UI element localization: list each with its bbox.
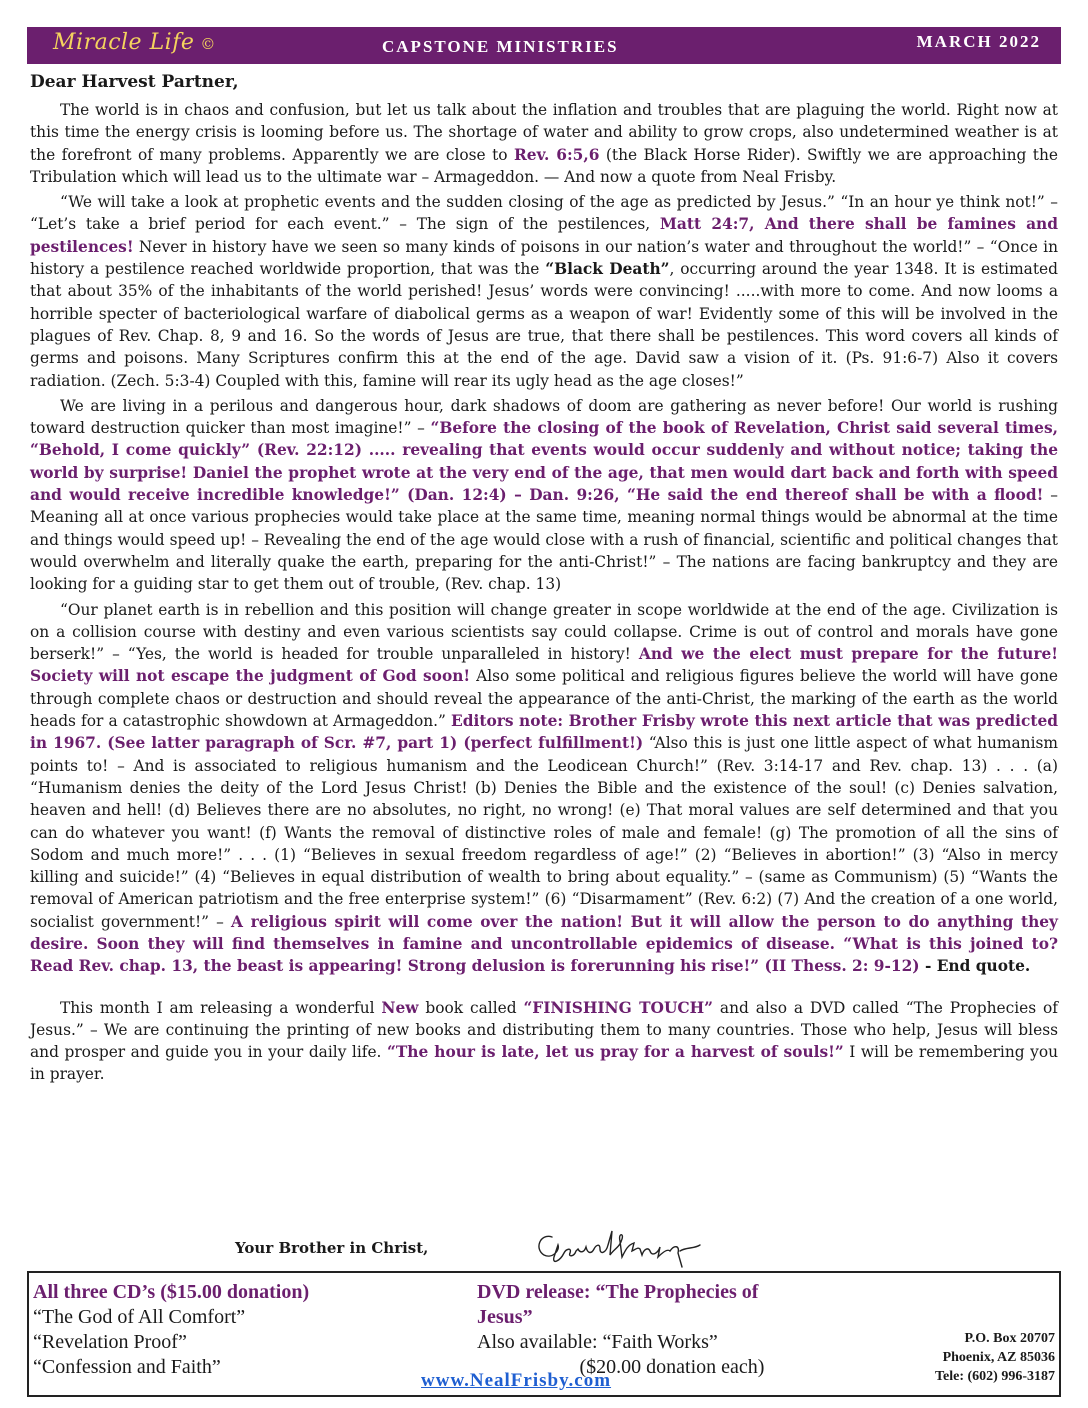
bold-term: “Black Death”	[545, 260, 670, 279]
salutation: Dear Harvest Partner,	[30, 72, 239, 92]
text-run: Also some political and religious figures believe the world will have gone through complete chaos or destruction and should reveal the appearance of the anti-Christ, the marking of the earth as the world heads for a catastrophic showdown at Armageddon.”	[30, 667, 1058, 731]
cd-item: “Confession and Faith”	[33, 1356, 221, 1378]
book-title: “FINISHING TOUCH”	[523, 998, 714, 1017]
text-run: “Also this is just one little aspect of what humanism points to! – And is associated to religious humanism and the Leodicean Church!” (Rev. 3:14-17 and Rev. chap. 13) . . . (a) “Humanism denies the deity of the Lord Jesus Christ! (b) Denies the Bible and the existence of the soul! (c) Denies salvation, heaven and hell! (d) Believes there are no absolutes, no right, no wrong! (e) That moral values are self determined and that you can do whatever you want! (f) Wants the removal of distinctive roles of male and female! (g) The promotion of all the sins of Sodom and much more!” . . . (1) “Believes in sexual freedom regardless of age!” (2) “Believes in abortion!” (3) “Also in mercy killing and suicide!” (4) “Believes in equal distribution of wealth to bring about equality.” – (same as Communism) (5) “Wants the removal of American patriotism and the free enterprise system!” (6) “Disarmament” (Rev. 6:2) (7) And the creation of a one world, socialist government!” –	[30, 734, 1058, 931]
scripture-highlight: “Before the closing of the book of Revelation, Christ said several times, “Behold, I come quickly” (Rev. 22:12) ..... revealing that events would occur suddenly and without notice; taking the world by surprise! Daniel the prophet wrote at the very end of the age, that men would dart back and forth with speed and would receive incredible knowledge!” (Dan. 12:4) – Dan. 9:26, “He said the end thereof shall be with a flood!	[30, 419, 1059, 505]
donation-price: ($20.00 donation each)	[579, 1356, 765, 1378]
ministry-name: CAPSTONE MINISTRIES	[382, 37, 619, 56]
contact-address	[935, 1329, 1055, 1386]
issue-date: MARCH 2022	[916, 32, 1041, 51]
signature	[530, 1227, 720, 1275]
also-available: Also available: “Faith Works”	[477, 1331, 718, 1353]
text-run: The world is in chaos and confusion, but let us talk about the inflation and troubles that are plaguing the world. Right now at this time the energy crisis is looming before us. The shortage of water and ability to grow crops, also undetermined weather is at the forefront of many problems. Apparently we are close to	[30, 101, 1058, 164]
end-quote: - End quote.	[919, 957, 1031, 976]
text-run: This month I am releasing a wonderful	[60, 998, 382, 1017]
cd-offer	[33, 1280, 309, 1380]
text-run: – Meaning all at once various prophecies would take place at the same time, meaning normal things would be abnormal at the time and things would speed up! – Revealing the end of the age would close with a rush of financial, scientific and political changes that would overwhelm and literally quake the earth, preparing for the anti-Christ!” – The nations are facing bankruptcy and they are looking for a guiding star to get them out of trouble, (Rev. chap. 13)	[30, 486, 1058, 594]
cd-item: “Revelation Proof”	[33, 1331, 187, 1353]
paragraph-1	[30, 99, 1058, 188]
text-run: “Our planet earth is in rebellion and this position will change greater in scope worldwide at the end of the age. Civilization is on a collision course with destiny and even various scientists say could collapse. Crime is out of control and morals have gone berserk!” – “Yes, the world is headed for trouble unparalleled in history!	[30, 600, 1058, 664]
highlight-text: A religious spirit will come over the nation! But it will allow the person to do anything they desire. Soon they will find themselves in famine and uncontrollable epidemics of disease. “What is this joined to? Read Rev. chap. 13, the beast is appearing! Strong delusion is forerunning his rise!” (II Thess. 2: 9-12)	[30, 912, 1058, 976]
telephone: Tele: (602) 996-3187	[934, 1369, 1055, 1384]
header-banner	[27, 27, 1061, 64]
highlight-text: “The hour is late, let us pray for a harvest of souls!”	[386, 1043, 844, 1062]
copyright-symbol: ©	[200, 35, 216, 53]
text-run: book called	[418, 998, 524, 1017]
scripture-highlight: Matt 24:7, And there shall be famines and pestilences!	[30, 215, 1058, 256]
po-box: P.O. Box 20707	[964, 1331, 1055, 1346]
city-state-zip: Phoenix, AZ 85036	[942, 1350, 1055, 1365]
paragraph-5	[30, 997, 1058, 1086]
text-run: “We will take a look at prophetic events and the sudden closing of the age as predicted by Jesus.” “In an hour ye think not!” – “Let’s take a brief period for each event.” – The sign of the pestilences,	[30, 193, 1058, 234]
paragraph-4	[30, 599, 1058, 978]
cd-offer-title: All three CD’s ($15.00 donation)	[33, 1281, 310, 1303]
cd-item: “The God of All Comfort”	[33, 1306, 246, 1328]
paragraph-2	[30, 191, 1058, 392]
text-run: , occurring around the year 1348. It is estimated that about 35% of the inhabitants of the world perished! Jesus’ words were convincing! .....with more to come. And now looms a horrible specter of bacteriological warfare of diabolical germs as a weapon of war! Evidently some of this will be involved in the plagues of Rev. Chap. 8, 9 and 16. So the words of Jesus are true, that there shall be pestilences. This word covers all kinds of germs and poisons. Many Scriptures confirm this at the end of the age. David saw a vision of it. (Ps. 91:6-7) Also it covers radiation. (Zech. 5:3-4) Coupled with this, famine will rear its ugly head as the age closes!”	[30, 260, 1058, 390]
paragraph-3	[30, 395, 1058, 596]
signoff: Your Brother in Christ,	[235, 1239, 429, 1257]
signature-image	[530, 1227, 720, 1271]
brand-logo	[53, 30, 216, 55]
letter-body	[30, 99, 1058, 1089]
brand-name: Miracle Life	[53, 30, 195, 55]
dvd-offer	[477, 1280, 807, 1380]
text-run: We are living in a perilous and dangerous hour, dark shadows of doom are gathering as never before! Our world is rushing toward destruction quicker than most imagine!” –	[30, 396, 1058, 438]
new-label: New	[381, 998, 419, 1017]
footer-box	[27, 1271, 1061, 1397]
dvd-offer-title: DVD release: “The Prophecies of Jesus”	[477, 1281, 759, 1328]
website-link[interactable]: www.NealFrisby.com	[421, 1370, 612, 1391]
text-run: Never in history have we seen so many kinds of poisons in our nation’s water and throughout the world!” – “Once in history a pestilence reached worldwide proportion, that was the	[30, 237, 1058, 279]
text-run: and also a DVD called “The Prophecies of Jesus.” – We are continuing the printing of new books and distributing them to many countries. Those who help, Jesus will bless and prosper and guide you in your daily life.	[30, 998, 1058, 1062]
scripture-ref: Rev. 6:5,6	[514, 145, 600, 164]
editors-note: Editors note: Brother Frisby wrote this next article that was predicted in 1967. (See latter paragraph of Scr. #7, part 1) (perfect fulfillment!)	[30, 712, 1059, 753]
text-run: (the Black Horse Rider). Swiftly we are approaching the Tribulation which will lead us to the ultimate war – Armageddon. — And now a quote from Neal Frisby.	[30, 145, 1058, 186]
text-run: I will be remembering you in prayer.	[30, 1043, 1058, 1084]
highlight-text: And we the elect must prepare for the future! Society will not escape the judgment of God soon!	[30, 645, 1058, 686]
